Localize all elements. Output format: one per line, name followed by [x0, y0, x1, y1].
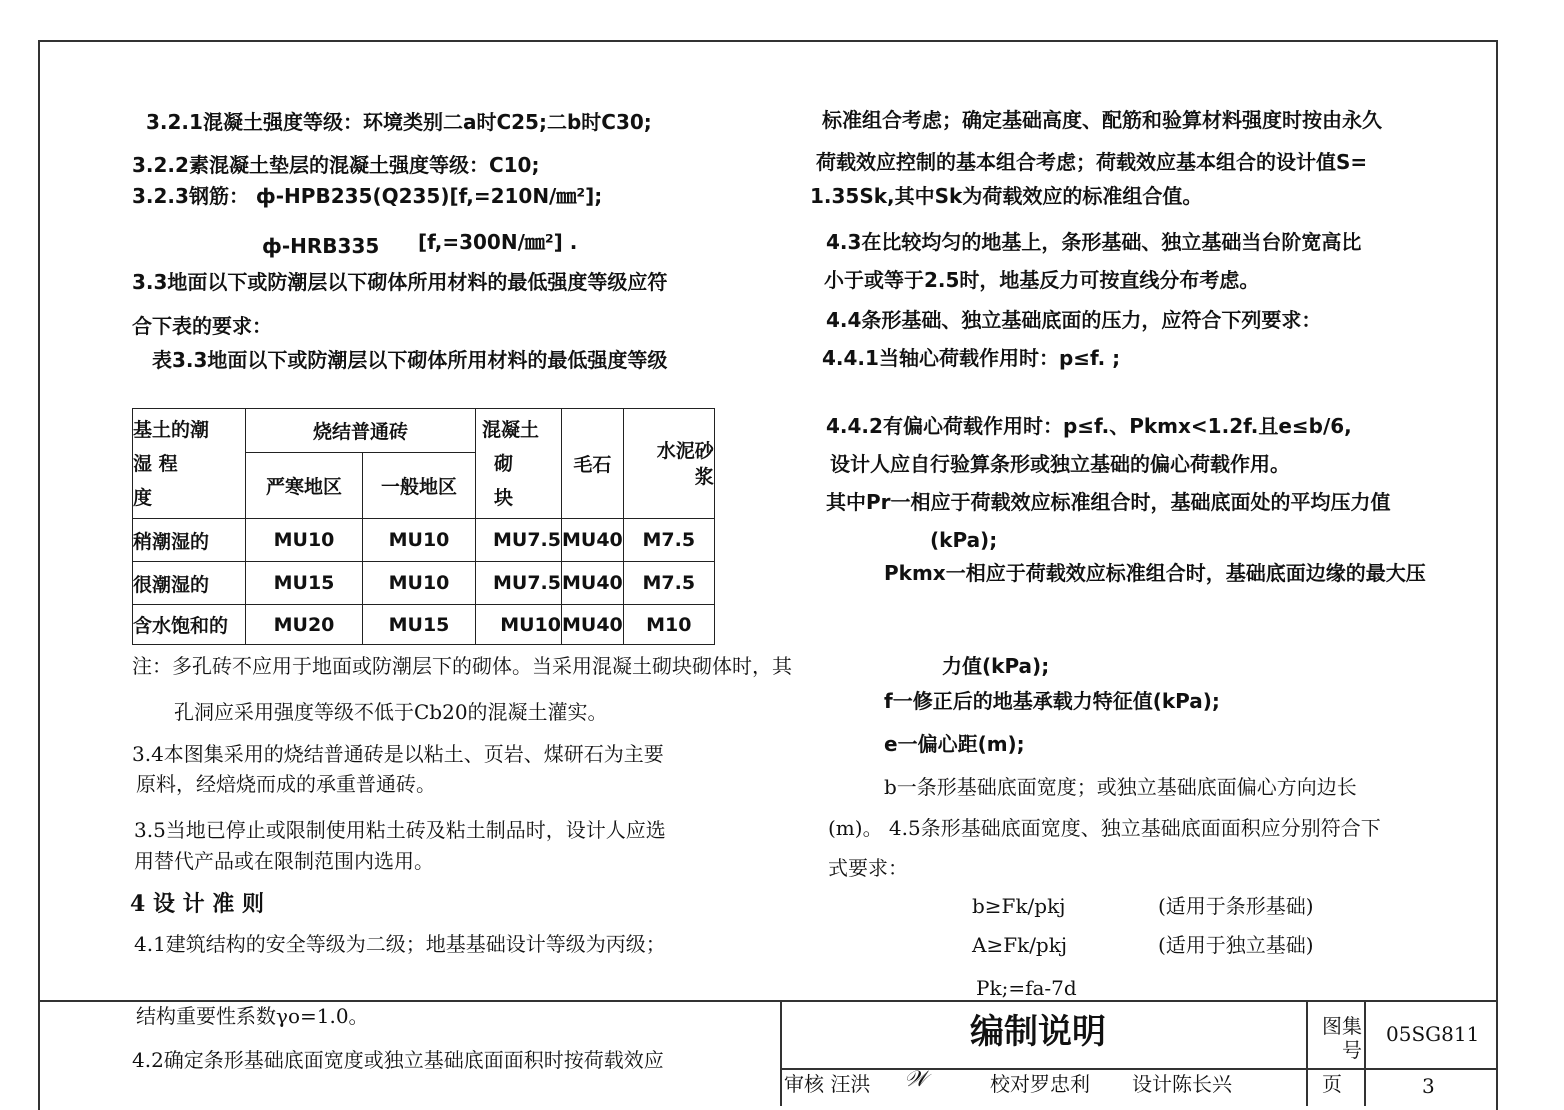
table-row: 稍潮湿的 MU10 MU10 MU7.5 MU40 M7.5 — [133, 519, 715, 562]
clause-3-4-line1: 3.4本图集采用的烧结普通砖是以粘土、页岩、煤研石为主要 — [132, 742, 664, 766]
header-rubble-stone: 毛石 — [562, 409, 624, 519]
header-severe-cold: 严寒地区 — [246, 453, 363, 519]
def-pkmx: Pkmx一相应于荷载效应标准组合时，基础底面边缘的最大压 — [884, 561, 1426, 585]
formula-isolated-note: (适用于独立基础) — [1158, 933, 1314, 957]
atlas-number: 05SG811 — [1386, 1022, 1480, 1046]
page-number: 3 — [1422, 1074, 1435, 1098]
def-b: b一条形基础底面宽度；或独立基础底面偏心方向边长 — [884, 775, 1357, 799]
clause-3-4-line2: 原料，经焙烧而成的承重普通砖。 — [136, 772, 436, 796]
material-strength-table — [132, 408, 715, 645]
review-signature: 审核 汪洪 — [784, 1072, 871, 1096]
clause-4-1: 4.1建筑结构的安全等级为二级；地基基础设计等级为丙级； — [134, 932, 666, 956]
clause-3-3-line2: 合下表的要求： — [132, 314, 272, 338]
review-handwritten-mark: 𝒲 — [904, 1067, 928, 1092]
note-line1: 注：多孔砖不应用于地面或防潮层下的砌体。当采用混凝土砌块砌体时，其 — [132, 654, 792, 678]
clause-3-2-3-hrb: ф-HRB335 — [262, 234, 380, 258]
page-label: 页 — [1322, 1072, 1342, 1096]
formula-isolated: A≥Fk/pkj — [972, 933, 1068, 957]
clause-3-5-line2: 用替代产品或在限制范围内选用。 — [134, 849, 434, 873]
formula-strip: b≥Fk/pkj — [972, 894, 1066, 918]
note-line1-tail: 力值(kPa); — [942, 654, 1050, 678]
clause-4-3-line2: 小于或等于2.5时，地基反力可按直线分布考虑。 — [824, 268, 1260, 292]
right-line1: 标准组合考虑；确定基础高度、配筋和验算材料强度时按由永久 — [822, 108, 1382, 132]
right-line3: 1.35Sk,其中Sk为荷载效应的标准组合值。 — [810, 184, 1203, 208]
row-label: 稍潮湿的 — [133, 519, 246, 562]
title-block-left-rule — [780, 1000, 782, 1106]
def-pr-unit: (kPa); — [930, 528, 998, 552]
clause-3-2-3-hrb-value: [f,=300N/㎜²] . — [418, 230, 578, 254]
design-signature: 设计陈长兴 — [1132, 1072, 1232, 1096]
clause-3-5-line1: 3.5当地已停止或限制使用粘土砖及粘土制品时，设计人应选 — [134, 818, 666, 842]
clause-4-1-cont: 结构重要性系数γo=1.0。 — [136, 1004, 369, 1028]
header-cement-mortar: 水泥砂 浆 — [623, 409, 714, 519]
title-block-divider-1 — [1306, 1000, 1308, 1106]
clause-3-2-2: 3.2.2素混凝土垫层的混凝土强度等级：C10; — [132, 153, 540, 177]
header-concrete-block: 混凝土 砌 块 — [476, 409, 562, 519]
right-line2: 荷载效应控制的基本组合考虑；荷载效应基本组合的设计值S= — [816, 150, 1368, 174]
def-pr: 其中Pr一相应于荷载效应标准组合时，基础底面处的平均压力值 — [826, 490, 1391, 514]
row-label: 含水饱和的 — [133, 605, 246, 645]
formula-strip-note: (适用于条形基础) — [1158, 894, 1314, 918]
drawing-title: 编制说明 — [970, 1012, 1106, 1052]
title-block-mid-rule — [780, 1068, 1498, 1070]
clause-4-4-2-cont: 设计人应自行验算条形或独立基础的偏心荷载作用。 — [830, 452, 1290, 476]
clause-3-2-3: 3.2.3钢筋： ф-HPB235(Q235)[f,=210N/㎜²]; — [132, 184, 603, 208]
table-caption: 表3.3地面以下或防潮层以下砌体所用材料的最低强度等级 — [152, 348, 668, 372]
clause-4-4-2: 4.4.2有偏心荷载作用时：p≤f.、Pkmx<1.2f.且e≤b/6, — [826, 414, 1352, 438]
check-signature: 校对罗忠利 — [990, 1072, 1090, 1096]
def-e: e一偏心距(m); — [884, 732, 1025, 756]
row-label: 很潮湿的 — [133, 562, 246, 605]
section-4-heading: 4 设 计 准 则 — [130, 891, 264, 917]
clause-4-2: 4.2确定条形基础底面宽度或独立基础底面面积时按荷载效应 — [132, 1048, 664, 1072]
header-general-area: 一般地区 — [363, 453, 476, 519]
clause-4-5-line1: (m)。 4.5条形基础底面宽度、独立基础底面面积应分别符合下 — [828, 816, 1381, 840]
note-line2: 孔洞应采用强度等级不低于Cb20的混凝土灌实。 — [174, 700, 608, 724]
def-f: f一修正后的地基承载力特征值(kPa); — [884, 689, 1220, 713]
clause-4-3-line1: 4.3在比较均匀的地基上，条形基础、独立基础当台阶宽高比 — [826, 230, 1362, 254]
table-row: 很潮湿的 MU15 MU10 MU7.5 MU40 M7.5 — [133, 562, 715, 605]
formula-pk: Pk;=fa-7d — [976, 976, 1077, 1000]
clause-4-5-line2: 式要求： — [828, 856, 908, 880]
clause-3-2-1: 3.2.1混凝土强度等级：环境类别二a时C25;二b时C30; — [146, 110, 652, 134]
title-block-divider-2 — [1364, 1000, 1366, 1106]
header-soil: 基土的潮 湿 程 度 — [133, 409, 246, 519]
clause-4-4: 4.4条形基础、独立基础底面的压力，应符合下列要求： — [826, 308, 1322, 332]
table-row: 含水饱和的 MU20 MU15 MU10 MU40 M10 — [133, 605, 715, 645]
atlas-number-label: 图集号 — [1322, 1014, 1362, 1062]
title-block-top-rule — [38, 1000, 1498, 1002]
clause-3-3-line1: 3.3地面以下或防潮层以下砌体所用材料的最低强度等级应符 — [132, 270, 668, 294]
clause-4-4-1: 4.4.1当轴心荷载作用时：p≤f. ; — [822, 346, 1121, 370]
header-fired-brick: 烧结普通砖 — [246, 409, 476, 453]
